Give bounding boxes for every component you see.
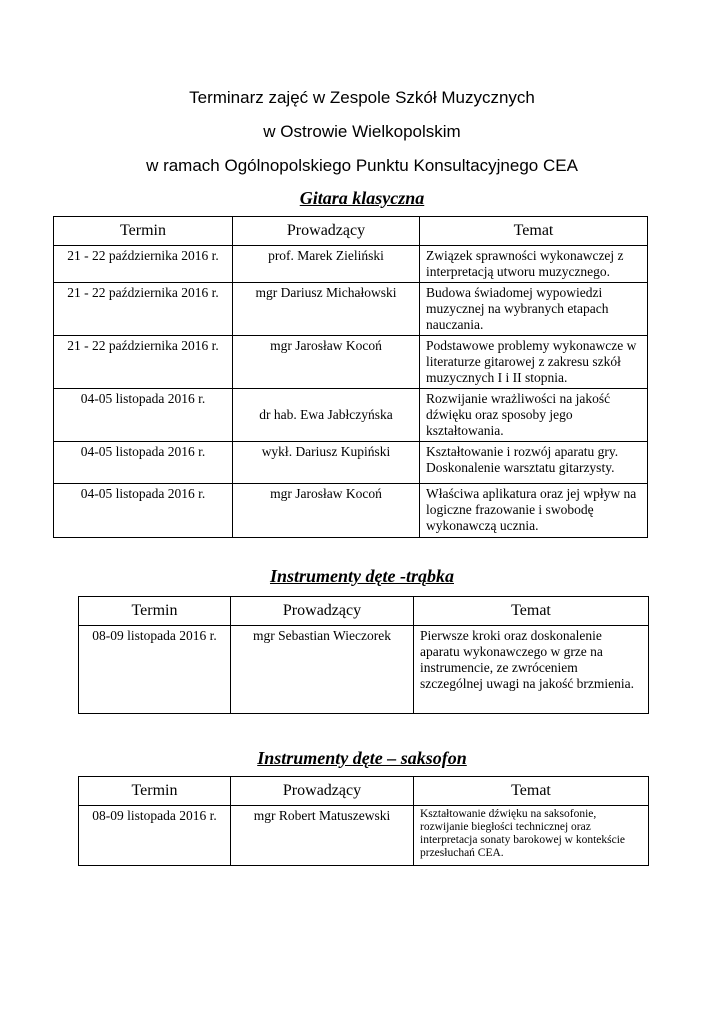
cell-termin: 21 - 22 października 2016 r. <box>54 283 233 336</box>
cell-termin: 21 - 22 października 2016 r. <box>54 246 233 283</box>
column-header-temat: Temat <box>420 217 648 246</box>
cell-temat: Budowa świadomej wypowiedzi muzycznej na wybranych etapach nauczania. <box>420 283 648 336</box>
cell-temat: Kształtowanie dźwięku na saksofonie, rozwijanie biegłości technicznej oraz interpretacja sonaty barokowej w kontekście przesłuchań CEA. <box>414 806 649 866</box>
column-header-termin: Termin <box>79 597 231 626</box>
cell-temat: Rozwijanie wrażliwości na jakość dźwięku oraz sposoby jego kształtowania. <box>420 389 648 442</box>
schedule-table-saksofon <box>78 776 649 866</box>
table-header-row <box>79 777 649 806</box>
cell-prowadzacy: wykł. Dariusz Kupiński <box>233 442 420 484</box>
cell-temat: Kształtowanie i rozwój aparatu gry. Doskonalenie warsztatu gitarzysty. <box>420 442 648 484</box>
table-row <box>79 806 649 866</box>
cell-termin: 04-05 listopada 2016 r. <box>54 389 233 442</box>
column-header-temat: Temat <box>414 777 649 806</box>
table-row <box>54 484 648 538</box>
cell-temat: Podstawowe problemy wykonawcze w literaturze gitarowej z zakresu szkół muzycznych I i II stopnia. <box>420 336 648 389</box>
cell-termin: 21 - 22 października 2016 r. <box>54 336 233 389</box>
column-header-prowadzacy: Prowadzący <box>233 217 420 246</box>
section-title-trabka: Instrumenty dęte -trąbka <box>269 566 454 586</box>
schedule-table-trabka <box>78 596 649 714</box>
cell-temat: Związek sprawności wykonawczej z interpretacją utworu muzycznego. <box>420 246 648 283</box>
cell-prowadzacy: dr hab. Ewa Jabłczyńska <box>233 389 420 442</box>
header-line-1: Terminarz zajęć w Zespole Szkół Muzycznych <box>189 88 535 107</box>
schedule-table-gitara <box>53 216 648 538</box>
column-header-prowadzacy: Prowadzący <box>231 777 414 806</box>
table-header-row <box>54 217 648 246</box>
cell-prowadzacy: mgr Robert Matuszewski <box>231 806 414 866</box>
column-header-prowadzacy: Prowadzący <box>231 597 414 626</box>
section-title-gitara: Gitara klasyczna <box>299 188 425 208</box>
cell-prowadzacy: mgr Sebastian Wieczorek <box>231 626 414 714</box>
cell-prowadzacy: mgr Jarosław Kocoń <box>233 336 420 389</box>
cell-prowadzacy: mgr Jarosław Kocoń <box>233 484 420 538</box>
cell-prowadzacy: prof. Marek Zieliński <box>233 246 420 283</box>
section-title-saksofon: Instrumenty dęte – saksofon <box>257 748 467 768</box>
cell-termin: 04-05 listopada 2016 r. <box>54 484 233 538</box>
column-header-temat: Temat <box>414 597 649 626</box>
cell-temat: Pierwsze kroki oraz doskonalenie aparatu wykonawczego w grze na instrumencie, ze zwróceniem szczególnej uwagi na jakość brzmienia. <box>414 626 649 714</box>
table-row <box>54 336 648 389</box>
header-line-3: w ramach Ogólnopolskiego Punktu Konsultacyjnego CEA <box>146 156 578 175</box>
cell-temat: Właściwa aplikatura oraz jej wpływ na logiczne frazowanie i swobodę wykonawczą ucznia. <box>420 484 648 538</box>
table-row <box>54 283 648 336</box>
cell-prowadzacy: mgr Dariusz Michałowski <box>233 283 420 336</box>
table-header-row <box>79 597 649 626</box>
table-row <box>54 246 648 283</box>
cell-termin: 08-09 listopada 2016 r. <box>79 806 231 866</box>
header-line-2: w Ostrowie Wielkopolskim <box>263 122 461 141</box>
column-header-termin: Termin <box>79 777 231 806</box>
cell-termin: 04-05 listopada 2016 r. <box>54 442 233 484</box>
cell-termin: 08-09 listopada 2016 r. <box>79 626 231 714</box>
table-row <box>79 626 649 714</box>
table-row <box>54 442 648 484</box>
table-row <box>54 389 648 442</box>
column-header-termin: Termin <box>54 217 233 246</box>
